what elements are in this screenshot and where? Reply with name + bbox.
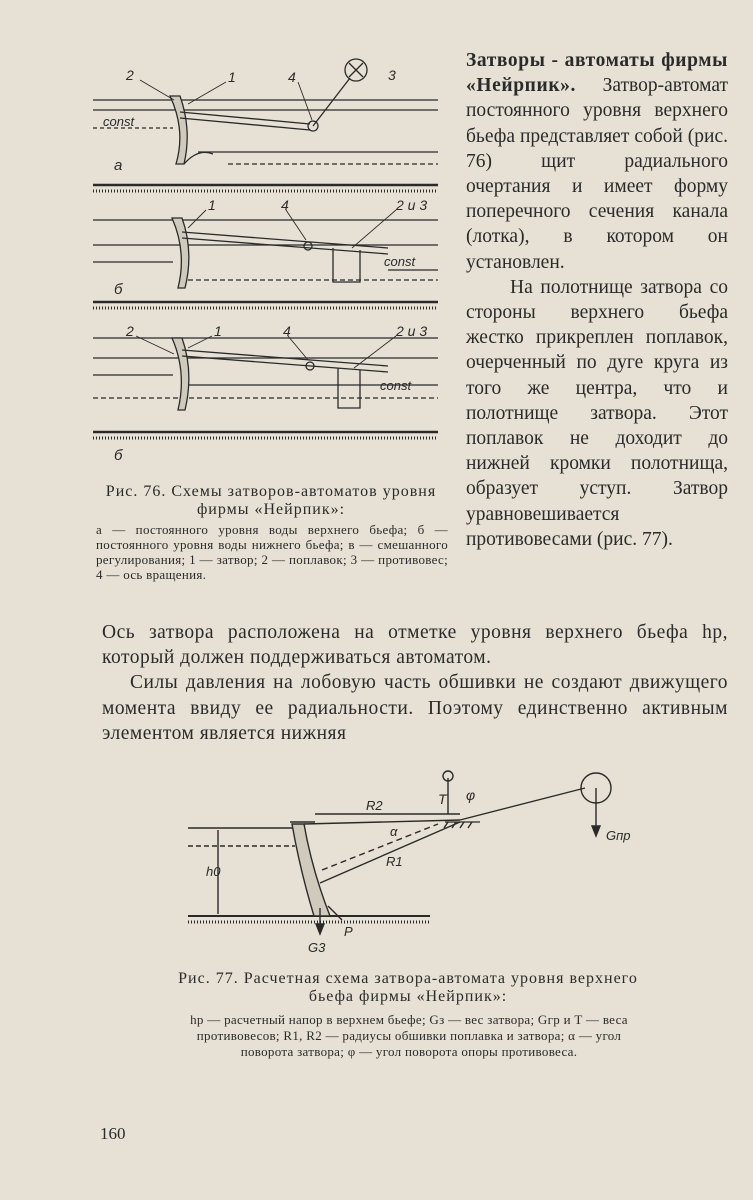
figure-76-legend: а — постоянного уровня воды верхнего бьефа; б — постоянного уровня воды нижнего бьефа; в — смешанного регулирования; 1 — затвор; 2 — поплавок; 3 — противовес; 4 — ось вращения. [96,522,448,582]
page-number: 160 [100,1124,126,1143]
fig76-a-const: const [103,114,135,129]
fig77-label-G3: G3 [308,940,326,955]
fig77-label-alpha: α [390,824,398,839]
paragraph-3: Силы давления на лобовую часть обшивки не создают движущего момента ввиду ее радиальности. Поэтому единственно активным элементом является нижняя [102,672,728,744]
fig77-label-T: T [438,791,447,807]
fig76-a-label-3: 3 [388,67,396,83]
fig76-a-label-1: 1 [228,69,236,85]
fig76-c-label-23: 2 и 3 [396,323,428,339]
section-title: Затворы - автоматы фирмы «Нейрпик». [466,50,728,97]
fig76-b-letter: б [114,281,123,298]
figure-77-legend: hр — расчетный напор в верхнем бьефе; Gз — вес затвора; Gгр и T — веса противовесов; R1, R2 — радиусы обшивки поплавка и затвора; α — угол поворота затвора; φ — угол поворота опоры противовеса. [190,1012,628,1059]
fig77-label-R2: R2 [366,798,383,813]
fig76-c-label-1: 1 [214,323,222,339]
fig77-label-P: P [344,924,353,939]
fig77-label-Gpr: Gпр [606,828,631,843]
figure-77-diagram [180,758,650,968]
fig76-c-const: const [380,378,412,393]
figure-76-caption: Рис. 76. Схемы затворов-автоматов уровня фирмы «Нейрпик»: [105,483,437,518]
paragraph-1: Затвор-автомат постоянного уровня верхнего бьефа представляет собой (рис. 76) щит радиального очертания и имеет форму поперечного сечения канала (лотка), в котором он установлен. [466,75,728,273]
figure-77-caption: Рис. 77. Расчетная схема затвора-автомата уровня верхнего бьефа фирмы «Нейрпик»: [178,970,638,1005]
fig77-label-phi: φ [466,787,476,803]
fig76-a-label-4: 4 [288,69,296,85]
fig76-b-label-4: 4 [281,197,289,213]
fig76-a-letter: а [114,157,123,174]
fig76-b-const: const [384,254,416,269]
paragraph-2: На полотнище затвора со стороны верхнего бьефа жестко прикреплен поплавок, очерченный по дуге круга из того же центра, что и полотнище затвора. Этот поплавок не доходит до нижней кромки полотнища, образует уступ. Затвор уравновешивается противовесами (рис. 77). [466,276,728,550]
fig76-a-label-2: 2 [126,67,134,83]
fig76-b-label-1: 1 [208,197,216,213]
fig76-b-label-23: 2 и 3 [396,197,428,213]
paragraph-2-continued: Ось затвора расположена на отметке уровня верхнего бьефа hр, который должен поддерживаться автоматом. [102,622,728,669]
fig76-c-label-4: 4 [283,323,291,339]
fig77-label-h0: h0 [206,864,221,879]
body-text [102,620,728,746]
intro-text-column [466,48,728,552]
fig76-c-letter: б [114,447,123,464]
figure-76-diagram [88,40,448,470]
fig77-label-R1: R1 [386,854,403,869]
fig76-c-label-2: 2 [126,323,134,339]
